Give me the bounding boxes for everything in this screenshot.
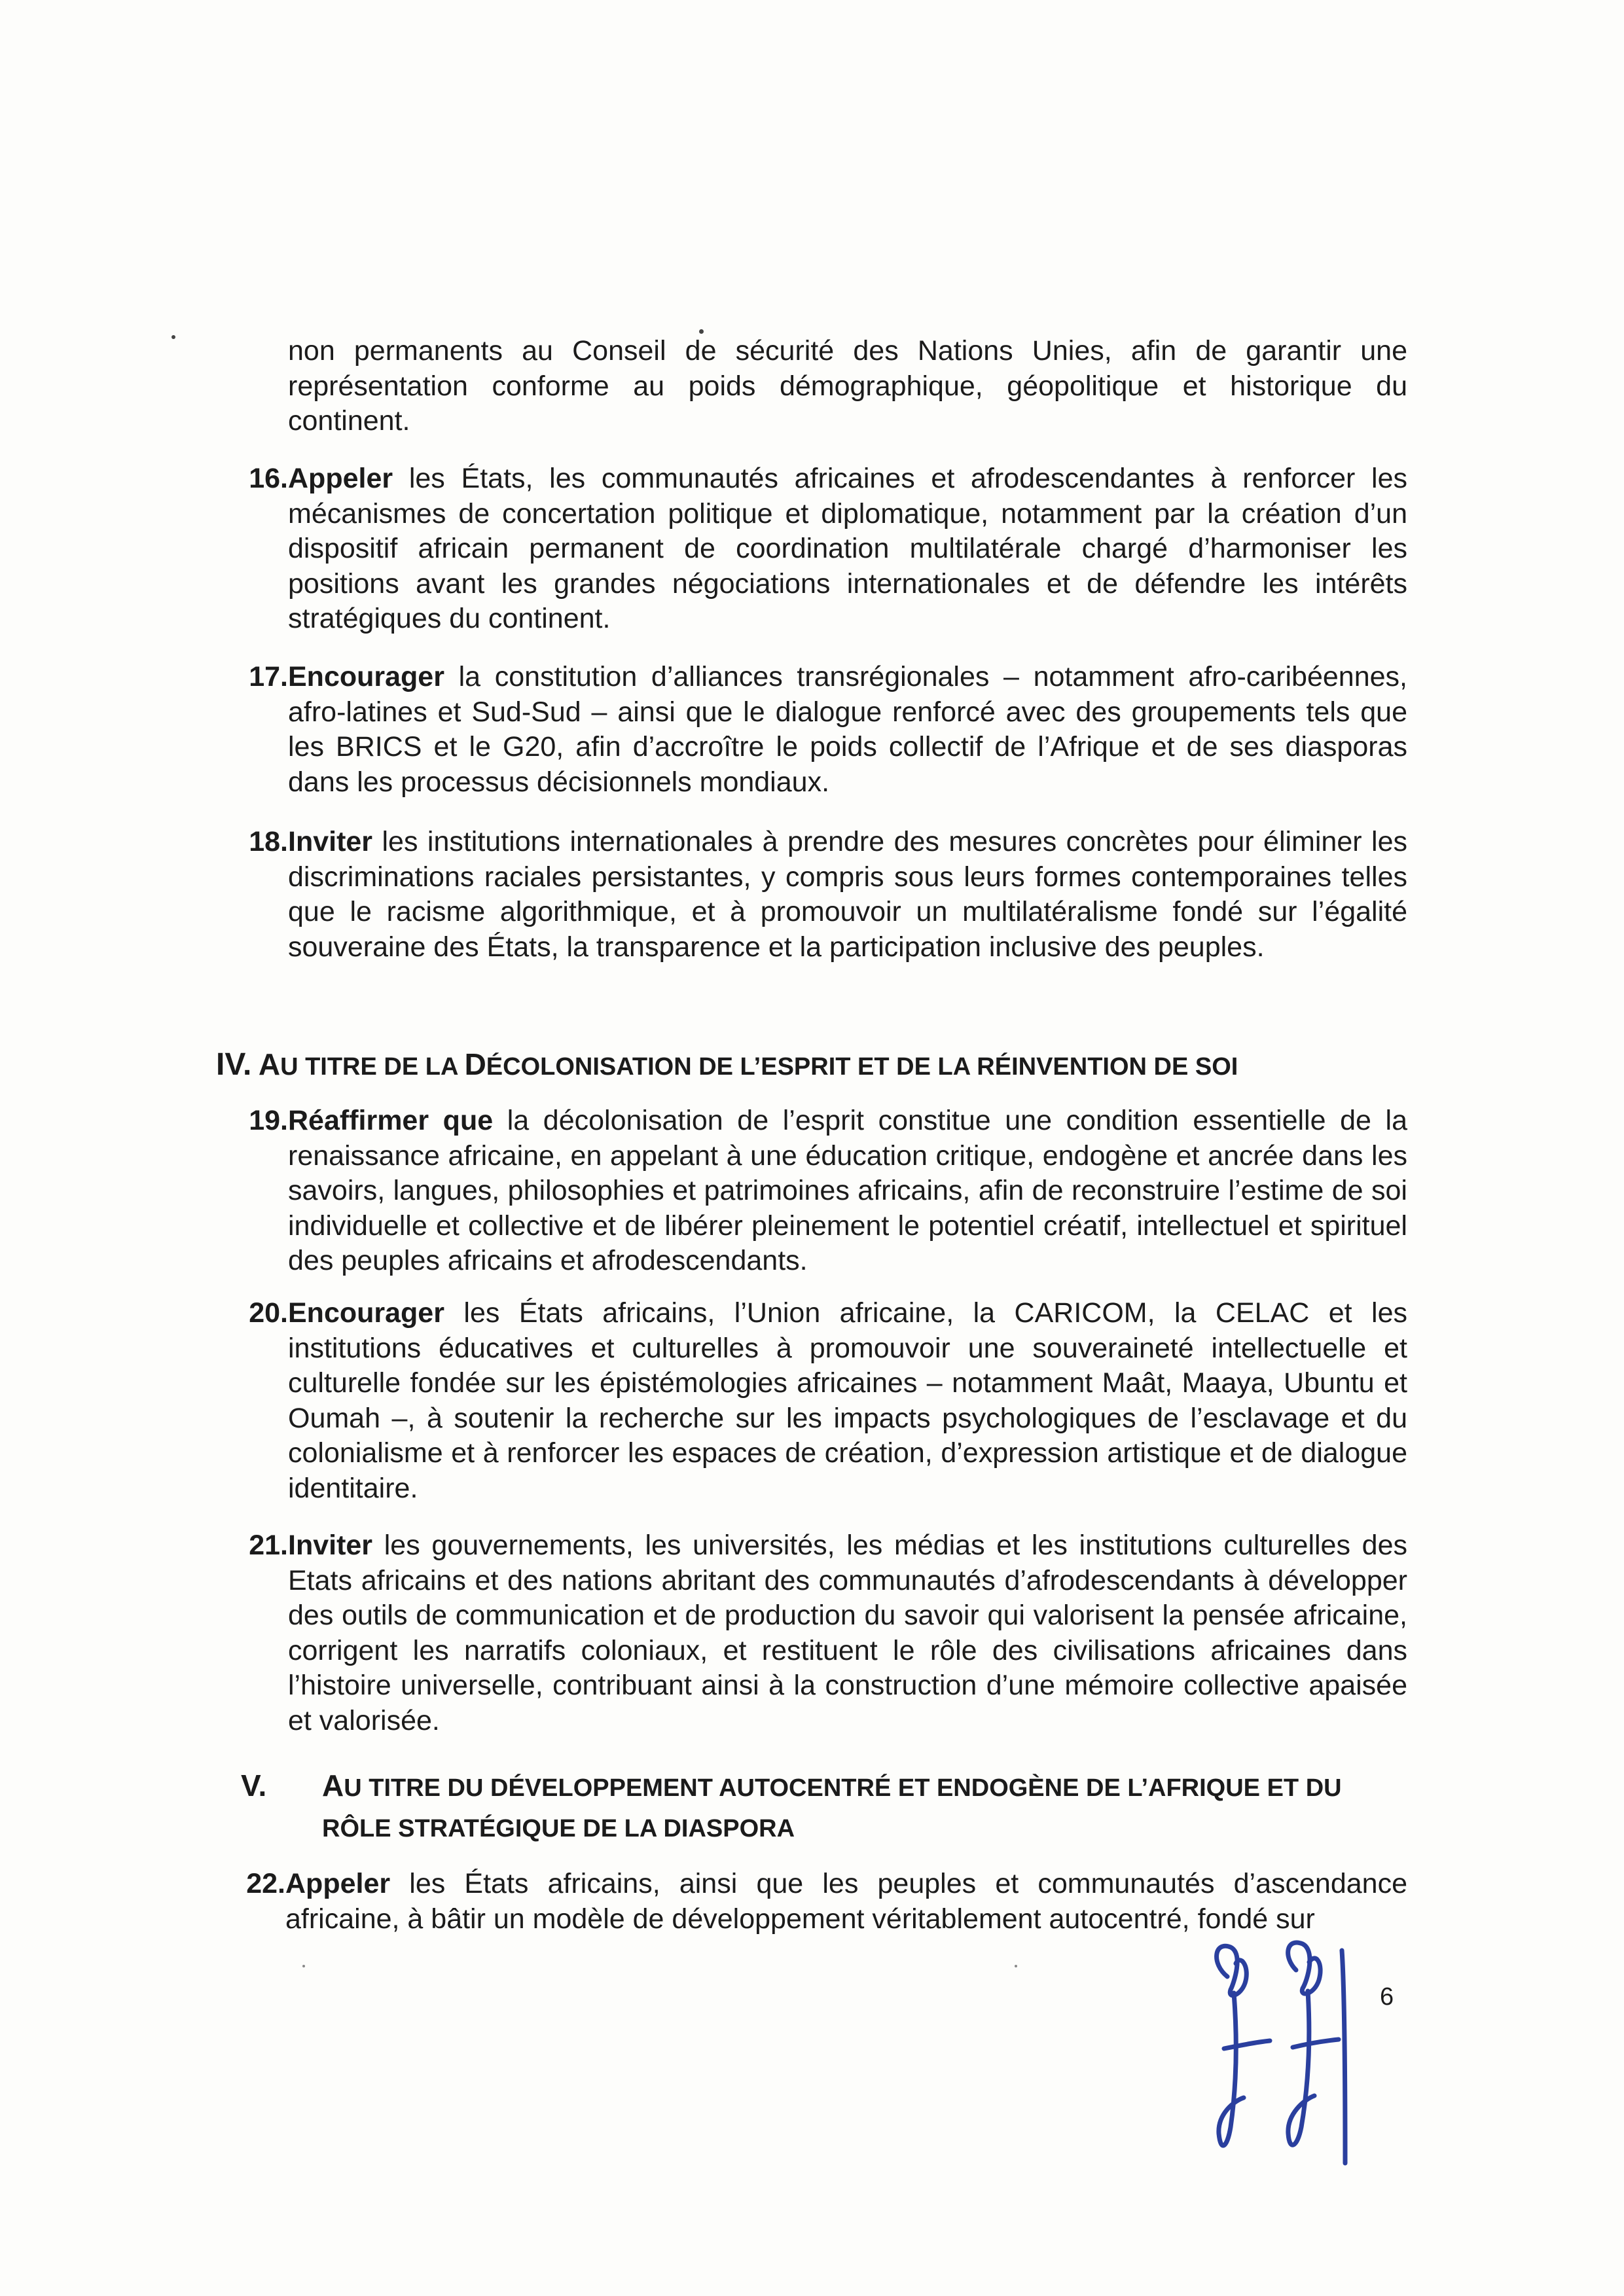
item-text: les États africains, ainsi que les peuples et communautés d’ascendance africaine, à bâtir un modèle de développement véritablement autocentré, fondé sur xyxy=(285,1868,1407,1935)
item-body xyxy=(288,1528,1407,1738)
section-title-initial: A xyxy=(258,1047,281,1081)
section-title-part: U TITRE DE LA xyxy=(280,1053,465,1081)
item-text: la décolonisation de l’esprit constitue une condition essentielle de la renaissance africaine, en appelant à une éducation critique, endogène et ancrée dans les savoirs, langues, philosophies et patrimoines africains, afin de reconstruire l’estime de soi individuelle et collective et de libérer pleinement le potentiel créatif, intellectuel et spirituel des peuples africains et afrodescendants. xyxy=(288,1105,1407,1276)
item-body xyxy=(288,825,1407,965)
resolution-item-17 xyxy=(237,660,1407,800)
item-text: les gouvernements, les universités, les médias et les institutions culturelles des Etats africains et des nations abritant des communautés d’afrodescendants à développer des outils de communication et de production du savoir qui valorisent la pensée africaine, corrigent les narratifs coloniaux, et restituent le rôle des civilisations africaines dans l’histoire universelle, contribuant ainsi à la construction d’une mémoire collective apaisée et valorisée. xyxy=(288,1530,1407,1736)
continuation-paragraph: non permanents au Conseil de sécurité des Nations Unies, afin de garantir une représentation conforme au poids démographique, géopolitique et historique du continent. xyxy=(288,335,1407,437)
item-text: les États, les communautés africaines et afrodescendantes à renforcer les mécanismes de concertation politique et diplomatique, notamment par la création d’un dispositif africain permanent de coordination multilatérale chargé d’harmoniser les positions avant les grandes négociations internationales et de défendre les intérêts stratégiques du continent. xyxy=(288,463,1407,634)
section-title-initial: D xyxy=(464,1047,486,1081)
item-text: les institutions internationales à prendre des mesures concrètes pour éliminer les discriminations raciales persistantes, y compris sous leurs formes contemporaines telles que le racisme algorithmique, et à promouvoir un multilatéralisme fondé sur l’égalité souveraine des États, la transparence et la participation inclusive des peuples. xyxy=(288,826,1407,963)
item-body xyxy=(288,1103,1407,1279)
item-number: 19. xyxy=(249,1105,288,1136)
resolution-item-18 xyxy=(237,825,1407,965)
scan-speck xyxy=(302,1965,305,1967)
item-lead-verb: Encourager xyxy=(288,661,444,692)
item-body xyxy=(288,1296,1407,1506)
item-text: la constitution d’alliances transrégionales – notamment afro-caribéennes, afro-latines et Sud-Sud – ainsi que le dialogue renforcé avec des groupements tels que les BRICS et le G20, afin d’accroître le poids collectif de l’Afrique et de ses diasporas dans les processus décisionnels mondiaux. xyxy=(288,661,1407,798)
item-lead-verb: Inviter xyxy=(288,1530,373,1561)
item-body xyxy=(285,1867,1407,1937)
item-lead-verb: Appeler xyxy=(285,1868,391,1899)
resolution-item-22 xyxy=(234,1867,1407,1937)
item-lead-verb: Encourager xyxy=(288,1297,444,1329)
section-roman-numeral: IV. xyxy=(216,1047,252,1082)
item-number: 21. xyxy=(249,1530,288,1561)
scan-speck xyxy=(1015,1965,1017,1967)
section-title-part: U TITRE DU DÉVELOPPEMENT AUTOCENTRÉ ET ENDOGÈNE DE L’AFRIQUE ET DU RÔLE STRATÉGIQUE DE LA DIASPORA xyxy=(322,1774,1342,1842)
section-heading-iv xyxy=(216,1044,1434,1087)
item-lead-verb: Réaffirmer que xyxy=(288,1105,494,1136)
item-text: les États africains, l’Union africaine, la CARICOM, la CELAC et les institutions éducatives et culturelles à promouvoir une souveraineté intellectuelle et culturelle fondée sur les épistémologies africaines – notamment Maât, Maaya, Ubuntu et Oumah –, à soutenir la recherche sur les impacts psychologiques de l’esclavage et du colonialisme et à renforcer les espaces de création, d’expression artistique et de dialogue identitaire. xyxy=(288,1297,1407,1504)
item-body xyxy=(288,660,1407,800)
item-lead-verb: Inviter xyxy=(288,826,373,857)
item-body xyxy=(288,461,1407,637)
handwritten-initials-signature xyxy=(1204,1937,1401,2173)
item-number: 20. xyxy=(249,1297,288,1329)
resolution-item-19 xyxy=(237,1103,1407,1279)
page-number: 6 xyxy=(1380,1983,1394,2011)
resolution-item-16 xyxy=(237,461,1407,637)
item-number: 17. xyxy=(249,661,288,692)
item-number: 18. xyxy=(249,826,288,857)
section-heading-v xyxy=(322,1765,1409,1849)
scan-speck xyxy=(699,329,704,334)
section-title-part: ÉCOLONISATION DE L’ESPRIT ET DE LA RÉINVENTION DE SOI xyxy=(486,1053,1238,1081)
item-number: 22. xyxy=(246,1868,285,1899)
resolution-item-20 xyxy=(237,1296,1407,1506)
section-roman-numeral-v: V. xyxy=(241,1768,267,1803)
item-number: 16. xyxy=(249,463,288,494)
section-title-initial: A xyxy=(322,1768,344,1803)
resolution-item-21 xyxy=(237,1528,1407,1738)
item-lead-verb: Appeler xyxy=(288,463,393,494)
scan-speck xyxy=(171,335,175,339)
